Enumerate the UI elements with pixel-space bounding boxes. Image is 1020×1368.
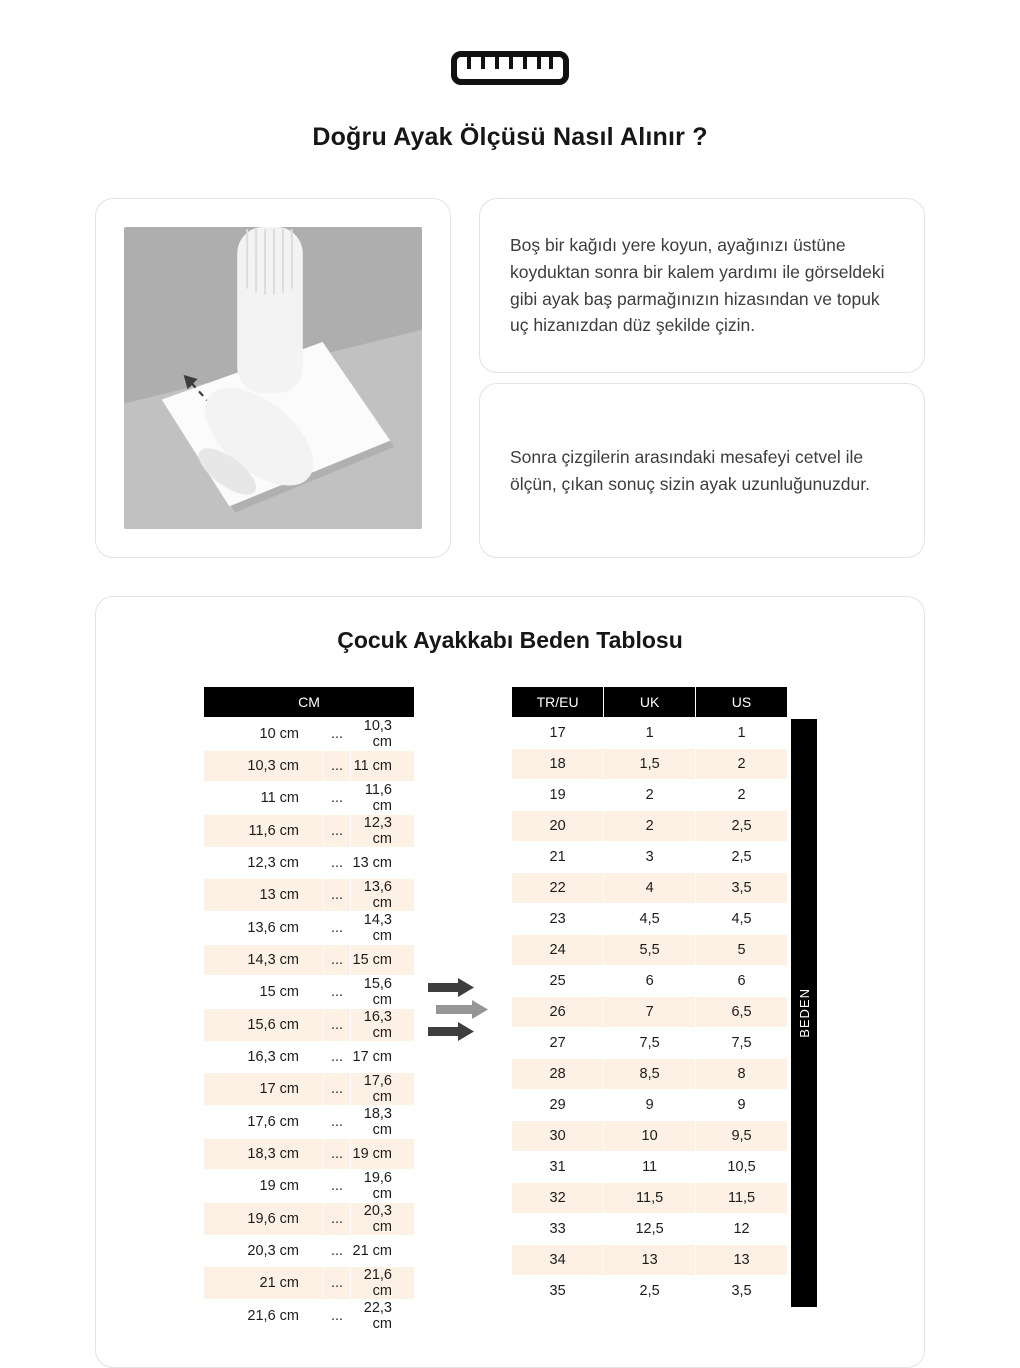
table-row: [204, 879, 415, 912]
cm-max-cell: 11,6 cm: [351, 782, 415, 815]
tr-eu-cell: 28: [512, 1059, 604, 1090]
table-row: [512, 1090, 788, 1121]
size-tables: [96, 686, 924, 1333]
uk-cell: 2: [604, 780, 696, 811]
table-row: [512, 966, 788, 997]
size-chart-section: [95, 596, 925, 1368]
header-us: US: [696, 687, 788, 718]
table-row: [204, 782, 415, 815]
table-row: [512, 1028, 788, 1059]
table-row: [204, 1300, 415, 1333]
cm-max-cell: 16,3 cm: [351, 1009, 415, 1042]
us-cell: 13: [696, 1245, 788, 1276]
cm-max-cell: 18,3 cm: [351, 1106, 415, 1139]
uk-cell: 12,5: [604, 1214, 696, 1245]
table-row: [204, 1106, 415, 1139]
cm-max-cell: 17 cm: [351, 1042, 415, 1073]
us-cell: 11,5: [696, 1183, 788, 1214]
us-cell: 10,5: [696, 1152, 788, 1183]
cm-max-cell: 14,3 cm: [351, 912, 415, 945]
us-cell: 6: [696, 966, 788, 997]
size-table: [511, 686, 788, 1307]
range-dots-cell: ...: [324, 1267, 351, 1300]
us-cell: 12: [696, 1214, 788, 1245]
us-cell: 8: [696, 1059, 788, 1090]
ruler-icon: [450, 50, 570, 91]
us-cell: 2,5: [696, 842, 788, 873]
table-row: [512, 935, 788, 966]
table-row: [204, 976, 415, 1009]
header-uk: UK: [604, 687, 696, 718]
cm-min-cell: 20,3 cm: [204, 1236, 324, 1267]
instruction-step-1: Boş bir kağıdı yere koyun, ayağınızı üstüne koyduktan sonra bir kalem yardımı ile görseldeki gibi ayak baş parmağınızın hizasından ve topuk uç hizanızdan düz şekilde çizin.: [510, 235, 885, 336]
tr-eu-cell: 22: [512, 873, 604, 904]
range-dots-cell: ...: [324, 1106, 351, 1139]
range-dots-cell: ...: [324, 1236, 351, 1267]
uk-cell: 11: [604, 1152, 696, 1183]
cm-min-cell: 17,6 cm: [204, 1106, 324, 1139]
cm-min-cell: 21,6 cm: [204, 1300, 324, 1333]
range-dots-cell: ...: [324, 1170, 351, 1203]
us-cell: 3,5: [696, 1276, 788, 1307]
table-row: [512, 718, 788, 749]
us-cell: 5: [696, 935, 788, 966]
us-cell: 6,5: [696, 997, 788, 1028]
foot-measure-photo: [124, 227, 422, 529]
uk-cell: 13: [604, 1245, 696, 1276]
cm-min-cell: 13,6 cm: [204, 912, 324, 945]
foot-measure-photo-card: [95, 198, 451, 558]
tr-eu-cell: 20: [512, 811, 604, 842]
page-title: Doğru Ayak Ölçüsü Nasıl Alınır ?: [312, 123, 708, 151]
cm-min-cell: 18,3 cm: [204, 1139, 324, 1170]
cm-max-cell: 15 cm: [351, 945, 415, 976]
uk-cell: 10: [604, 1121, 696, 1152]
table-row: [204, 1139, 415, 1170]
cm-min-cell: 12,3 cm: [204, 848, 324, 879]
range-dots-cell: ...: [324, 879, 351, 912]
us-cell: 2,5: [696, 811, 788, 842]
table-row: [512, 1121, 788, 1152]
uk-cell: 6: [604, 966, 696, 997]
table-row: [204, 912, 415, 945]
instruction-card-2: [479, 383, 925, 558]
cm-min-cell: 13 cm: [204, 879, 324, 912]
table-row: [204, 1203, 415, 1236]
cm-table-body: [204, 718, 415, 1333]
tr-eu-cell: 26: [512, 997, 604, 1028]
range-dots-cell: ...: [324, 945, 351, 976]
beden-side-bar: [791, 719, 817, 1307]
us-cell: 2: [696, 780, 788, 811]
beden-label: BEDEN: [796, 988, 812, 1038]
cm-min-cell: 11,6 cm: [204, 815, 324, 848]
uk-cell: 11,5: [604, 1183, 696, 1214]
us-cell: 4,5: [696, 904, 788, 935]
cm-max-cell: 15,6 cm: [351, 976, 415, 1009]
us-cell: 2: [696, 749, 788, 780]
tr-eu-cell: 19: [512, 780, 604, 811]
range-dots-cell: ...: [324, 1009, 351, 1042]
us-cell: 7,5: [696, 1028, 788, 1059]
table-row: [204, 1170, 415, 1203]
us-cell: 1: [696, 718, 788, 749]
tr-eu-cell: 31: [512, 1152, 604, 1183]
uk-cell: 1: [604, 718, 696, 749]
uk-cell: 7,5: [604, 1028, 696, 1059]
cm-max-cell: 21,6 cm: [351, 1267, 415, 1300]
tr-eu-cell: 27: [512, 1028, 604, 1059]
tr-eu-cell: 21: [512, 842, 604, 873]
uk-cell: 2: [604, 811, 696, 842]
range-dots-cell: ...: [324, 1203, 351, 1236]
range-dots-cell: ...: [324, 718, 351, 751]
cm-max-cell: 13 cm: [351, 848, 415, 879]
cm-min-cell: 14,3 cm: [204, 945, 324, 976]
table-row: [204, 1236, 415, 1267]
table-row: [204, 1267, 415, 1300]
cm-max-cell: 17,6 cm: [351, 1073, 415, 1106]
cm-max-cell: 11 cm: [351, 751, 415, 782]
table-row: [512, 780, 788, 811]
table-row: [512, 904, 788, 935]
table-row: [512, 1276, 788, 1307]
table-row: [512, 811, 788, 842]
range-dots-cell: ...: [324, 815, 351, 848]
uk-cell: 1,5: [604, 749, 696, 780]
uk-cell: 4: [604, 873, 696, 904]
tr-eu-cell: 23: [512, 904, 604, 935]
cm-min-cell: 15,6 cm: [204, 1009, 324, 1042]
size-table-body: [512, 718, 788, 1307]
cm-min-cell: 10,3 cm: [204, 751, 324, 782]
range-dots-cell: ...: [324, 1139, 351, 1170]
cm-max-cell: 19 cm: [351, 1139, 415, 1170]
instructions-section: [95, 198, 925, 558]
range-dots-cell: ...: [324, 751, 351, 782]
tr-eu-cell: 32: [512, 1183, 604, 1214]
cm-min-cell: 17 cm: [204, 1073, 324, 1106]
range-dots-cell: ...: [324, 912, 351, 945]
page-header: [0, 0, 1020, 152]
table-row: [204, 945, 415, 976]
cm-table-header: CM: [204, 687, 415, 718]
table-row: [512, 842, 788, 873]
range-dots-cell: ...: [324, 1073, 351, 1106]
table-row: [512, 749, 788, 780]
table-row: [512, 1152, 788, 1183]
uk-cell: 9: [604, 1090, 696, 1121]
table-row: [512, 1059, 788, 1090]
tr-eu-cell: 29: [512, 1090, 604, 1121]
cm-max-cell: 21 cm: [351, 1236, 415, 1267]
range-dots-cell: ...: [324, 976, 351, 1009]
size-table-group: [511, 686, 817, 1307]
tr-eu-cell: 25: [512, 966, 604, 997]
cm-min-cell: 19 cm: [204, 1170, 324, 1203]
cm-min-cell: 10 cm: [204, 718, 324, 751]
table-row: [204, 1073, 415, 1106]
tr-eu-cell: 35: [512, 1276, 604, 1307]
table-row: [512, 873, 788, 904]
us-cell: 3,5: [696, 873, 788, 904]
cm-min-cell: 15 cm: [204, 976, 324, 1009]
table-row: [512, 1245, 788, 1276]
cm-max-cell: 13,6 cm: [351, 879, 415, 912]
cm-table: [203, 686, 415, 1333]
range-dots-cell: ...: [324, 782, 351, 815]
tr-eu-cell: 34: [512, 1245, 604, 1276]
uk-cell: 4,5: [604, 904, 696, 935]
cm-max-cell: 20,3 cm: [351, 1203, 415, 1236]
uk-cell: 3: [604, 842, 696, 873]
table-row: [512, 1214, 788, 1245]
tr-eu-cell: 17: [512, 718, 604, 749]
table-row: [204, 1042, 415, 1073]
range-dots-cell: ...: [324, 848, 351, 879]
tr-eu-cell: 30: [512, 1121, 604, 1152]
instruction-text-cards: [479, 198, 925, 558]
table-row: [204, 815, 415, 848]
tr-eu-cell: 18: [512, 749, 604, 780]
uk-cell: 7: [604, 997, 696, 1028]
tr-eu-cell: 33: [512, 1214, 604, 1245]
cm-max-cell: 10,3 cm: [351, 718, 415, 751]
table-row: [512, 997, 788, 1028]
tr-eu-cell: 24: [512, 935, 604, 966]
us-cell: 9,5: [696, 1121, 788, 1152]
uk-cell: 8,5: [604, 1059, 696, 1090]
conversion-arrows-icon: [415, 976, 511, 1044]
header-tr-eu: TR/EU: [512, 687, 604, 718]
cm-max-cell: 22,3 cm: [351, 1300, 415, 1333]
cm-min-cell: 21 cm: [204, 1267, 324, 1300]
uk-cell: 5,5: [604, 935, 696, 966]
range-dots-cell: ...: [324, 1300, 351, 1333]
cm-min-cell: 16,3 cm: [204, 1042, 324, 1073]
size-chart-title: Çocuk Ayakkabı Beden Tablosu: [337, 627, 683, 653]
range-dots-cell: ...: [324, 1042, 351, 1073]
cm-min-cell: 11 cm: [204, 782, 324, 815]
cm-max-cell: 12,3 cm: [351, 815, 415, 848]
instruction-step-2: Sonra çizgilerin arasındaki mesafeyi cetvel ile ölçün, çıkan sonuç sizin ayak uzunluğunuzdur.: [510, 446, 870, 494]
cm-max-cell: 19,6 cm: [351, 1170, 415, 1203]
table-row: [512, 1183, 788, 1214]
instruction-card-1: [479, 198, 925, 373]
table-row: [204, 718, 415, 751]
table-row: [204, 751, 415, 782]
cm-min-cell: 19,6 cm: [204, 1203, 324, 1236]
uk-cell: 2,5: [604, 1276, 696, 1307]
us-cell: 9: [696, 1090, 788, 1121]
table-row: [204, 1009, 415, 1042]
table-row: [204, 848, 415, 879]
